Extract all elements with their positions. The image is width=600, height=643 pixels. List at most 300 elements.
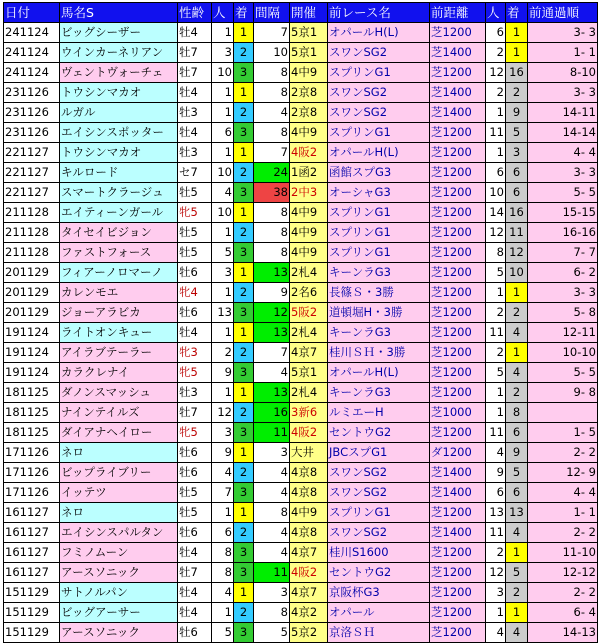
cell-venue: 4京7 <box>290 583 328 603</box>
cell-prev-finish: 4 <box>506 363 528 383</box>
cell-horse-name: ヴェントヴォーチェ <box>60 63 178 83</box>
cell-prev-race: オパールH(L) <box>328 363 430 383</box>
cell-interval: 8 <box>254 603 290 623</box>
header-horse-name: 馬名S <box>60 3 178 23</box>
cell-popularity: 1 <box>212 323 234 343</box>
cell-prev-race: 京洛ＳＨ <box>328 623 430 643</box>
cell-prev-passing: 8-10 <box>528 63 598 83</box>
table-row <box>4 63 598 83</box>
table-row <box>4 603 598 623</box>
table-row <box>4 43 598 63</box>
cell-prev-distance: 芝1200 <box>430 263 486 283</box>
cell-prev-race: 桂川ＳＨ・3勝 <box>328 343 430 363</box>
cell-sex-age: 牡3 <box>178 143 212 163</box>
cell-prev-finish: 1 <box>506 23 528 43</box>
cell-popularity: 2 <box>212 343 234 363</box>
cell-sex-age: 牡6 <box>178 623 212 643</box>
table-row <box>4 283 598 303</box>
cell-horse-name: トウシンマカオ <box>60 143 178 163</box>
cell-venue: 4阪2 <box>290 143 328 163</box>
cell-prev-popularity: 5 <box>486 263 506 283</box>
cell-horse-name: ビップライブリー <box>60 463 178 483</box>
cell-prev-popularity: 11 <box>486 123 506 143</box>
cell-finish: 2 <box>234 523 254 543</box>
cell-prev-finish: 6 <box>506 163 528 183</box>
cell-prev-finish: 16 <box>506 63 528 83</box>
cell-prev-finish: 1 <box>506 343 528 363</box>
cell-horse-name: カレンモエ <box>60 283 178 303</box>
cell-venue: 2名6 <box>290 283 328 303</box>
cell-horse-name: エイシンスポッター <box>60 123 178 143</box>
cell-prev-finish: 2 <box>506 83 528 103</box>
cell-popularity: 1 <box>212 143 234 163</box>
cell-prev-popularity: 6 <box>486 23 506 43</box>
cell-date: 151129 <box>4 623 60 643</box>
cell-sex-age: 牝3 <box>178 343 212 363</box>
cell-finish: 2 <box>234 463 254 483</box>
cell-venue: 1函2 <box>290 163 328 183</box>
cell-date: 211128 <box>4 203 60 223</box>
cell-venue: 4阪2 <box>290 423 328 443</box>
cell-finish: 3 <box>234 363 254 383</box>
cell-interval: 4 <box>254 543 290 563</box>
header-venue: 開催 <box>290 3 328 23</box>
cell-prev-distance: 芝1200 <box>430 223 486 243</box>
cell-prev-popularity: 2 <box>486 543 506 563</box>
cell-prev-passing: 1- 5 <box>528 423 598 443</box>
cell-sex-age: 牡6 <box>178 263 212 283</box>
cell-interval: 8 <box>254 243 290 263</box>
cell-finish: 3 <box>234 483 254 503</box>
cell-venue: 大井 <box>290 443 328 463</box>
cell-prev-passing: 12- 9 <box>528 463 598 483</box>
cell-prev-passing: 3- 3 <box>528 163 598 183</box>
cell-sex-age: 牡5 <box>178 483 212 503</box>
cell-prev-passing: 3- 3 <box>528 283 598 303</box>
cell-horse-name: ファストフォース <box>60 243 178 263</box>
cell-date: 191124 <box>4 323 60 343</box>
cell-prev-passing: 14-14 <box>528 123 598 143</box>
cell-prev-race: JBCスプG1 <box>328 443 430 463</box>
cell-prev-finish: 4 <box>506 623 528 643</box>
table-row <box>4 23 598 43</box>
cell-popularity: 3 <box>212 423 234 443</box>
cell-finish: 3 <box>234 543 254 563</box>
cell-prev-race: キーンラG3 <box>328 263 430 283</box>
table-row <box>4 483 598 503</box>
cell-prev-distance: 芝1200 <box>430 503 486 523</box>
cell-popularity: 1 <box>212 223 234 243</box>
cell-prev-race: セントウG2 <box>328 423 430 443</box>
cell-date: 171126 <box>4 483 60 503</box>
cell-venue: 4京7 <box>290 343 328 363</box>
cell-venue: 5京1 <box>290 43 328 63</box>
cell-horse-name: トウシンマカオ <box>60 83 178 103</box>
cell-horse-name: ネロ <box>60 443 178 463</box>
cell-prev-passing: 5- 8 <box>528 303 598 323</box>
cell-prev-popularity: 1 <box>486 383 506 403</box>
header-interval: 間隔 <box>254 3 290 23</box>
cell-prev-race: スワンSG2 <box>328 523 430 543</box>
cell-popularity: 10 <box>212 163 234 183</box>
table-row <box>4 383 598 403</box>
cell-interval: 4 <box>254 463 290 483</box>
cell-popularity: 9 <box>212 363 234 383</box>
cell-prev-finish: 9 <box>506 103 528 123</box>
cell-popularity: 1 <box>212 503 234 523</box>
cell-prev-passing: 14-13 <box>528 623 598 643</box>
cell-finish: 1 <box>234 323 254 343</box>
cell-horse-name: イッテツ <box>60 483 178 503</box>
header-prev-finish: 着 <box>506 3 528 23</box>
cell-prev-distance: 芝1400 <box>430 83 486 103</box>
header-row <box>4 3 598 23</box>
cell-popularity: 13 <box>212 303 234 323</box>
cell-finish: 1 <box>234 383 254 403</box>
cell-interval: 10 <box>254 43 290 63</box>
cell-popularity: 1 <box>212 603 234 623</box>
cell-venue: 4京7 <box>290 543 328 563</box>
cell-prev-distance: 芝1400 <box>430 103 486 123</box>
cell-venue: 4中9 <box>290 503 328 523</box>
cell-venue: 4中9 <box>290 63 328 83</box>
cell-prev-distance: 芝1200 <box>430 303 486 323</box>
cell-prev-race: 長篠Ｓ・3勝 <box>328 283 430 303</box>
cell-prev-race: スプリンG1 <box>328 123 430 143</box>
cell-prev-popularity: 13 <box>486 503 506 523</box>
cell-interval: 9 <box>254 283 290 303</box>
cell-prev-distance: 芝1200 <box>430 363 486 383</box>
cell-sex-age: 牡4 <box>178 123 212 143</box>
cell-venue: 5京1 <box>290 23 328 43</box>
cell-prev-race: 京阪杯G3 <box>328 583 430 603</box>
cell-prev-finish: 3 <box>506 143 528 163</box>
cell-popularity: 4 <box>212 583 234 603</box>
cell-venue: 4中9 <box>290 203 328 223</box>
cell-prev-popularity: 10 <box>486 183 506 203</box>
cell-sex-age: 牡6 <box>178 303 212 323</box>
cell-prev-popularity: 6 <box>486 163 506 183</box>
cell-prev-popularity: 5 <box>486 363 506 383</box>
table-row <box>4 463 598 483</box>
cell-popularity: 9 <box>212 443 234 463</box>
cell-prev-finish: 6 <box>506 423 528 443</box>
cell-venue: 4京2 <box>290 603 328 623</box>
cell-prev-passing: 1- 1 <box>528 503 598 523</box>
cell-interval: 3 <box>254 443 290 463</box>
cell-prev-finish: 4 <box>506 323 528 343</box>
cell-prev-distance: 芝1200 <box>430 563 486 583</box>
cell-finish: 1 <box>234 23 254 43</box>
cell-prev-race: スプリンG1 <box>328 503 430 523</box>
header-popularity: 人 <box>212 3 234 23</box>
cell-prev-popularity: 2 <box>486 43 506 63</box>
cell-prev-distance: 芝1200 <box>430 343 486 363</box>
cell-interval: 13 <box>254 383 290 403</box>
table-row <box>4 223 598 243</box>
cell-finish: 2 <box>234 283 254 303</box>
cell-popularity: 3 <box>212 263 234 283</box>
table-row <box>4 183 598 203</box>
cell-prev-passing: 4- 4 <box>528 143 598 163</box>
cell-date: 161127 <box>4 563 60 583</box>
cell-interval: 7 <box>254 143 290 163</box>
cell-interval: 38 <box>254 183 290 203</box>
cell-interval: 4 <box>254 363 290 383</box>
table-row <box>4 263 598 283</box>
cell-prev-passing: 4- 4 <box>528 483 598 503</box>
cell-interval: 8 <box>254 503 290 523</box>
cell-popularity: 10 <box>212 203 234 223</box>
table-row <box>4 503 598 523</box>
cell-prev-finish: 1 <box>506 43 528 63</box>
cell-sex-age: 牡4 <box>178 543 212 563</box>
table-row <box>4 123 598 143</box>
cell-interval: 12 <box>254 303 290 323</box>
table-row <box>4 623 598 643</box>
cell-horse-name: アースソニック <box>60 563 178 583</box>
cell-sex-age: 牡4 <box>178 583 212 603</box>
cell-sex-age: 牡5 <box>178 243 212 263</box>
cell-popularity: 1 <box>212 83 234 103</box>
cell-prev-finish: 1 <box>506 543 528 563</box>
cell-venue: 5阪2 <box>290 303 328 323</box>
cell-prev-popularity: 1 <box>486 403 506 423</box>
cell-sex-age: セ7 <box>178 163 212 183</box>
cell-prev-finish: 4 <box>506 523 528 543</box>
cell-venue: 2京8 <box>290 83 328 103</box>
cell-date: 231126 <box>4 83 60 103</box>
cell-date: 161127 <box>4 503 60 523</box>
cell-prev-passing: 12-11 <box>528 323 598 343</box>
cell-date: 211128 <box>4 243 60 263</box>
cell-prev-finish: 9 <box>506 443 528 463</box>
cell-date: 191124 <box>4 363 60 383</box>
cell-finish: 2 <box>234 223 254 243</box>
cell-prev-passing: 1- 1 <box>528 43 598 63</box>
cell-finish: 3 <box>234 63 254 83</box>
cell-finish: 3 <box>234 563 254 583</box>
cell-interval: 5 <box>254 623 290 643</box>
table-row <box>4 543 598 563</box>
cell-prev-race: キーンラG3 <box>328 323 430 343</box>
cell-prev-finish: 2 <box>506 583 528 603</box>
cell-prev-race: キーンラG3 <box>328 383 430 403</box>
cell-date: 181125 <box>4 423 60 443</box>
cell-finish: 1 <box>234 263 254 283</box>
cell-prev-distance: 芝1200 <box>430 203 486 223</box>
cell-horse-name: ウインカーネリアン <box>60 43 178 63</box>
cell-interval: 8 <box>254 63 290 83</box>
cell-sex-age: 牡5 <box>178 183 212 203</box>
cell-sex-age: 牡4 <box>178 323 212 343</box>
cell-sex-age: 牝5 <box>178 363 212 383</box>
header-date: 日付 <box>4 3 60 23</box>
cell-horse-name: アースソニック <box>60 623 178 643</box>
table-row <box>4 563 598 583</box>
cell-venue: 4中9 <box>290 243 328 263</box>
cell-interval: 13 <box>254 323 290 343</box>
cell-prev-distance: 芝1200 <box>430 423 486 443</box>
cell-sex-age: 牡5 <box>178 503 212 523</box>
cell-interval: 11 <box>254 563 290 583</box>
cell-horse-name: ネロ <box>60 503 178 523</box>
cell-date: 201129 <box>4 283 60 303</box>
cell-sex-age: 牝5 <box>178 423 212 443</box>
table-row <box>4 343 598 363</box>
cell-finish: 1 <box>234 443 254 463</box>
cell-horse-name: エイシンスパルタン <box>60 523 178 543</box>
cell-prev-finish: 16 <box>506 203 528 223</box>
cell-horse-name: ナインテイルズ <box>60 403 178 423</box>
cell-interval: 7 <box>254 343 290 363</box>
table-row <box>4 583 598 603</box>
cell-finish: 3 <box>234 243 254 263</box>
cell-sex-age: 牝4 <box>178 283 212 303</box>
cell-date: 161127 <box>4 543 60 563</box>
cell-venue: 2札4 <box>290 263 328 283</box>
cell-date: 191124 <box>4 343 60 363</box>
cell-prev-finish: 10 <box>506 263 528 283</box>
cell-prev-passing: 3- 3 <box>528 83 598 103</box>
cell-popularity: 1 <box>212 283 234 303</box>
cell-prev-passing: 7- 7 <box>528 243 598 263</box>
table-row <box>4 103 598 123</box>
cell-prev-passing: 10-10 <box>528 343 598 363</box>
cell-prev-finish: 5 <box>506 463 528 483</box>
cell-prev-popularity: 1 <box>486 103 506 123</box>
cell-interval: 8 <box>254 123 290 143</box>
cell-prev-passing: 15-15 <box>528 203 598 223</box>
cell-prev-race: 函館スプG3 <box>328 163 430 183</box>
cell-sex-age: 牡6 <box>178 443 212 463</box>
cell-prev-race: オパールH(L) <box>328 23 430 43</box>
cell-sex-age: 牡3 <box>178 383 212 403</box>
cell-interval: 7 <box>254 23 290 43</box>
cell-prev-passing: 2- 2 <box>528 583 598 603</box>
cell-date: 221127 <box>4 183 60 203</box>
cell-venue: 4京8 <box>290 523 328 543</box>
cell-date: 241124 <box>4 63 60 83</box>
cell-horse-name: キルロード <box>60 163 178 183</box>
cell-popularity: 6 <box>212 523 234 543</box>
cell-prev-passing: 5- 5 <box>528 183 598 203</box>
cell-prev-popularity: 2 <box>486 83 506 103</box>
header-sex-age: 性齢 <box>178 3 212 23</box>
cell-date: 171126 <box>4 443 60 463</box>
cell-prev-distance: 芝1200 <box>430 183 486 203</box>
cell-prev-distance: ダ1200 <box>430 443 486 463</box>
cell-prev-race: スワンSG2 <box>328 43 430 63</box>
cell-prev-distance: 芝1200 <box>430 143 486 163</box>
cell-prev-race: 道頓堀H・3勝 <box>328 303 430 323</box>
cell-prev-popularity: 2 <box>486 303 506 323</box>
cell-finish: 2 <box>234 603 254 623</box>
cell-prev-popularity: 1 <box>486 143 506 163</box>
table-row <box>4 243 598 263</box>
cell-popularity: 10 <box>212 63 234 83</box>
cell-popularity: 6 <box>212 123 234 143</box>
cell-finish: 2 <box>234 403 254 423</box>
table-row <box>4 423 598 443</box>
cell-prev-passing <box>528 403 598 423</box>
cell-prev-distance: 芝1400 <box>430 463 486 483</box>
cell-finish: 3 <box>234 423 254 443</box>
cell-prev-finish: 6 <box>506 183 528 203</box>
cell-prev-race: スワンSG2 <box>328 83 430 103</box>
cell-prev-distance: 芝1200 <box>430 283 486 303</box>
cell-sex-age: 牡7 <box>178 63 212 83</box>
cell-finish: 1 <box>234 83 254 103</box>
cell-prev-popularity: 11 <box>486 423 506 443</box>
cell-prev-race: スプリンG1 <box>328 223 430 243</box>
cell-prev-race: スワンSG2 <box>328 483 430 503</box>
header-prev-passing: 前通過順 <box>528 3 598 23</box>
cell-prev-distance: 芝1200 <box>430 23 486 43</box>
cell-prev-passing: 5- 5 <box>528 363 598 383</box>
cell-date: 241124 <box>4 23 60 43</box>
cell-sex-age: 牡3 <box>178 103 212 123</box>
cell-sex-age: 牡6 <box>178 463 212 483</box>
cell-finish: 2 <box>234 103 254 123</box>
table-row <box>4 443 598 463</box>
cell-finish: 1 <box>234 143 254 163</box>
cell-prev-finish: 11 <box>506 223 528 243</box>
cell-date: 231126 <box>4 123 60 143</box>
cell-interval: 4 <box>254 103 290 123</box>
cell-prev-race: 桂川S1600 <box>328 543 430 563</box>
cell-prev-popularity: 1 <box>486 603 506 623</box>
cell-finish: 2 <box>234 43 254 63</box>
cell-sex-age: 牡4 <box>178 603 212 623</box>
cell-date: 161127 <box>4 523 60 543</box>
table-row <box>4 523 598 543</box>
cell-popularity: 5 <box>212 623 234 643</box>
cell-prev-popularity: 8 <box>486 243 506 263</box>
cell-date: 231126 <box>4 103 60 123</box>
cell-sex-age: 牡5 <box>178 223 212 243</box>
cell-popularity: 1 <box>212 383 234 403</box>
cell-finish: 2 <box>234 343 254 363</box>
cell-date: 221127 <box>4 163 60 183</box>
cell-finish: 1 <box>234 583 254 603</box>
cell-horse-name: ダノンスマッシュ <box>60 383 178 403</box>
cell-prev-finish: 2 <box>506 303 528 323</box>
table-row <box>4 143 598 163</box>
cell-finish: 1 <box>234 203 254 223</box>
table-row <box>4 403 598 423</box>
cell-sex-age: 牡7 <box>178 403 212 423</box>
cell-horse-name: アイラブテーラー <box>60 343 178 363</box>
cell-popularity: 1 <box>212 23 234 43</box>
cell-prev-popularity: 11 <box>486 323 506 343</box>
cell-horse-name: ライトオンキュー <box>60 323 178 343</box>
cell-prev-race: セントウG2 <box>328 563 430 583</box>
cell-finish: 3 <box>234 183 254 203</box>
cell-interval: 24 <box>254 163 290 183</box>
cell-prev-passing: 9- 8 <box>528 383 598 403</box>
cell-prev-distance: 芝1200 <box>430 603 486 623</box>
cell-popularity: 8 <box>212 543 234 563</box>
cell-venue: 4京8 <box>290 463 328 483</box>
cell-prev-passing: 6- 2 <box>528 263 598 283</box>
cell-popularity: 8 <box>212 563 234 583</box>
cell-finish: 3 <box>234 303 254 323</box>
cell-sex-age: 牡7 <box>178 563 212 583</box>
cell-prev-popularity: 9 <box>486 463 506 483</box>
cell-prev-distance: 芝1200 <box>430 63 486 83</box>
cell-prev-finish: 1 <box>506 283 528 303</box>
